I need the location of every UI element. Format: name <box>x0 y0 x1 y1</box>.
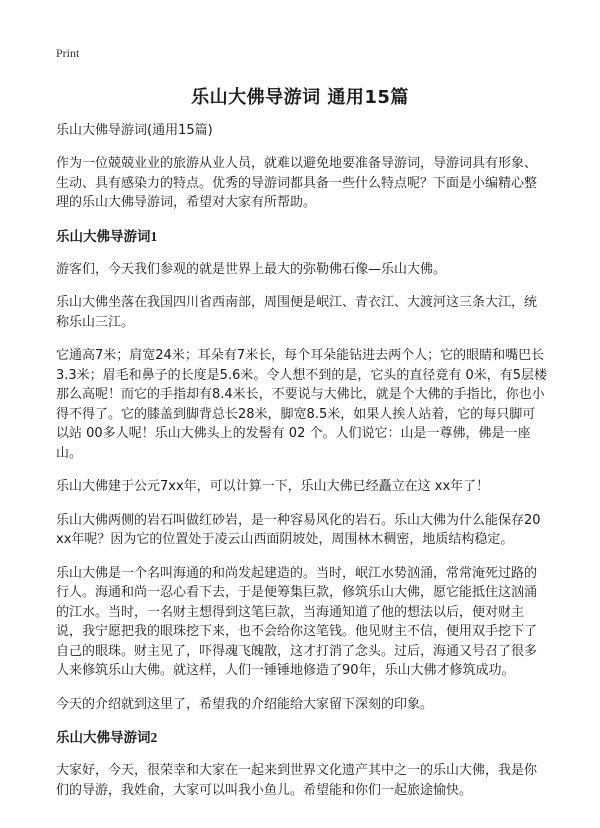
page-title: 乐山大佛导游词 通用15篇 <box>191 87 409 108</box>
section1-paragraph: 乐山大佛是一个名叫海通的和尚发起建造的。当时，岷江水势汹涌，常常淹死过路的行人。海通和尚一忍心看下去，于是便筹集巨款，修筑乐山大佛，愿它能抵住这汹涌的江水。当时，一名财主想得到这笔巨款，当海通知道了他的想法以后，便对财主说，我宁愿把我的眼珠挖下来，也不会给你这笔钱。他见财主不信，便用双手挖下了自己的眼珠。财主见了，吓得魂飞魄散，这才打消了念头。过后，海通又号召了很多人来修筑乐山大佛。就这样，人们一锤锤地修造了90年，乐山大佛才修筑成功。 <box>56 565 538 678</box>
section1-paragraph: 今天的介绍就到这里了，希望我的介绍能给大家留下深刻的印象。 <box>56 696 434 712</box>
section1-paragraph: 乐山大佛坐落在我国四川省西南部，周围便是岷江、青衣江、大渡河这三条大江，统称乐山三江。 <box>56 295 538 330</box>
section1-paragraph: 它通高7米；肩宽24米；耳朵有7米长，每个耳朵能钻进去两个人；它的眼睛和嘴巴长3.3米；眉毛和鼻子的长度是5.6米。令人想不到的是，它头的直径竟有 0米，有5层楼那么高呢！而它的手指却有8.4米长，不要说与大佛比，就是个大佛的手指比，你也小得不得了。它的膝盖到脚背总长28米，脚宽8.5米，如果人挨人站着，它的每只脚可以站 00多人呢！乐山大佛头上的发髻有 02 个。人们说它：山是一尊佛，佛是一座山。 <box>56 348 548 461</box>
section-heading-2: 乐山大佛导游词2 <box>56 730 158 745</box>
section1-paragraph: 乐山大佛两侧的岩石叫做红砂岩，是一种容易风化的岩石。乐山大佛为什么能保存20xx年呢？因为它的位置处于凌云山西面阴坡处，周围林木稠密，地质结构稳定。 <box>56 512 541 547</box>
article-body <box>56 121 548 814</box>
intro-paragraph: 作为一位兢兢业业的旅游从业人员，就难以避免地要准备导游词，导游词具有形象、生动、具有感染力的特点。优秀的导游词都具备一些什么特点呢？下面是小编精心整理的乐山大佛导游词，希望对大家有所帮助。 <box>56 156 538 210</box>
section2-paragraph: 大家好，今天，很荣幸和大家在一起来到世界文化遗产其中之一的乐山大佛，我是你们的导游，我姓俞，大家可以叫我小鱼儿。希望能和你们一起旅途愉快。 <box>56 763 538 798</box>
section-heading-1: 乐山大佛导游词1 <box>56 228 158 244</box>
article-subtitle: 乐山大佛导游词(通用15篇) <box>56 123 213 138</box>
section1-paragraph: 游客们，今天我们参观的就是世界上最大的弥勒佛石像—乐山大佛。 <box>56 261 447 277</box>
print-label[interactable]: Print <box>56 46 80 60</box>
section1-paragraph: 乐山大佛建于公元7xx年，可以计算一下，乐山大佛已经矗立在这 xx年了！ <box>56 479 490 494</box>
